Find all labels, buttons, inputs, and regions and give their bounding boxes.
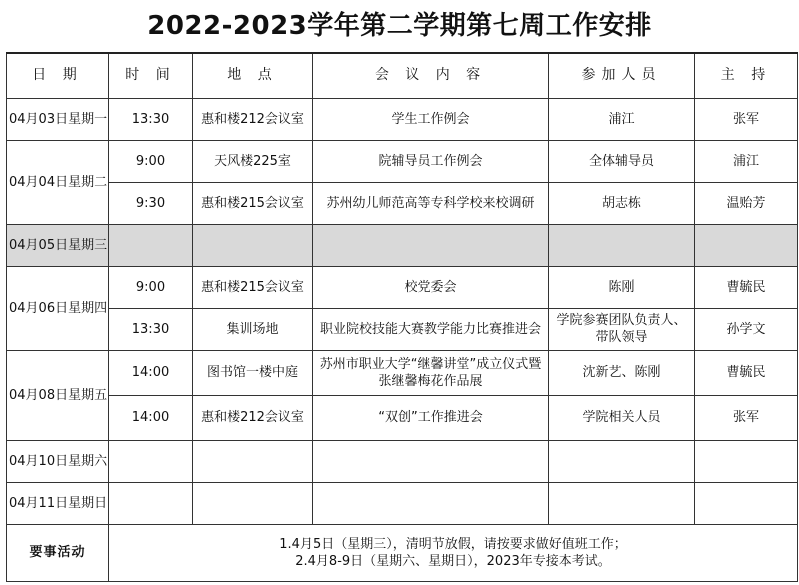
content-cell bbox=[313, 482, 549, 524]
table-header-row bbox=[7, 53, 798, 98]
time-cell: 9:30 bbox=[109, 182, 193, 224]
note-item: 2.4月8-9日（星期六、星期日），2023年专接本考试。 bbox=[295, 553, 611, 569]
date-cell: 04月04日星期二 bbox=[7, 140, 109, 224]
table-row bbox=[7, 308, 798, 350]
host-cell bbox=[695, 440, 798, 482]
host-cell: 张军 bbox=[695, 98, 798, 140]
content-cell bbox=[313, 440, 549, 482]
place-cell bbox=[193, 224, 313, 266]
date-cell: 04月10日星期六 bbox=[7, 440, 109, 482]
header-attendees: 参加人员 bbox=[549, 53, 695, 98]
table-row bbox=[7, 140, 798, 182]
host-cell: 曹毓民 bbox=[695, 350, 798, 395]
table-row bbox=[7, 440, 798, 482]
attendees-cell: 学院参赛团队负责人、带队领导 bbox=[549, 308, 695, 350]
time-cell: 13:30 bbox=[109, 308, 193, 350]
content-cell: 校党委会 bbox=[313, 266, 549, 308]
place-cell: 惠和楼215会议室 bbox=[193, 266, 313, 308]
content-cell: 职业院校技能大赛教学能力比赛推进会 bbox=[313, 308, 549, 350]
time-cell bbox=[109, 482, 193, 524]
date-cell: 04月05日星期三 bbox=[7, 224, 109, 266]
header-time: 时 间 bbox=[109, 53, 193, 98]
table-row bbox=[7, 350, 798, 395]
date-cell: 04月03日星期一 bbox=[7, 98, 109, 140]
table-row bbox=[7, 266, 798, 308]
time-cell bbox=[109, 224, 193, 266]
date-cell: 04月06日星期四 bbox=[7, 266, 109, 350]
attendees-cell bbox=[549, 482, 695, 524]
host-cell: 孙学文 bbox=[695, 308, 798, 350]
host-cell: 曹毓民 bbox=[695, 266, 798, 308]
notes-label: 要事活动 bbox=[7, 524, 109, 581]
time-cell: 9:00 bbox=[109, 266, 193, 308]
content-cell: “双创”工作推进会 bbox=[313, 395, 549, 440]
time-cell bbox=[109, 440, 193, 482]
time-cell: 13:30 bbox=[109, 98, 193, 140]
schedule-table bbox=[6, 52, 798, 582]
attendees-cell: 陈刚 bbox=[549, 266, 695, 308]
attendees-cell: 胡志栋 bbox=[549, 182, 695, 224]
content-cell: 苏州市职业大学“继馨讲堂”成立仪式暨张继馨梅花作品展 bbox=[313, 350, 549, 395]
content-cell: 学生工作例会 bbox=[313, 98, 549, 140]
time-cell: 14:00 bbox=[109, 350, 193, 395]
table-row bbox=[7, 182, 798, 224]
attendees-cell: 学院相关人员 bbox=[549, 395, 695, 440]
place-cell: 惠和楼215会议室 bbox=[193, 182, 313, 224]
host-cell: 张军 bbox=[695, 395, 798, 440]
content-cell: 苏州幼儿师范高等专科学校来校调研 bbox=[313, 182, 549, 224]
date-cell: 04月11日星期日 bbox=[7, 482, 109, 524]
attendees-cell: 沈新艺、陈刚 bbox=[549, 350, 695, 395]
notes-cell bbox=[109, 524, 798, 581]
header-host: 主 持 bbox=[695, 53, 798, 98]
table-row-holiday bbox=[7, 224, 798, 266]
place-cell bbox=[193, 440, 313, 482]
note-item: 1.4月5日（星期三），清明节放假，请按要求做好值班工作； bbox=[279, 536, 627, 552]
date-cell: 04月08日星期五 bbox=[7, 350, 109, 440]
time-cell: 9:00 bbox=[109, 140, 193, 182]
host-cell bbox=[695, 224, 798, 266]
header-place: 地 点 bbox=[193, 53, 313, 98]
place-cell: 图书馆一楼中庭 bbox=[193, 350, 313, 395]
table-row bbox=[7, 395, 798, 440]
table-row bbox=[7, 482, 798, 524]
time-cell: 14:00 bbox=[109, 395, 193, 440]
host-cell: 温贻芳 bbox=[695, 182, 798, 224]
attendees-cell bbox=[549, 224, 695, 266]
place-cell bbox=[193, 482, 313, 524]
notes-row bbox=[7, 524, 798, 581]
place-cell: 天风楼225室 bbox=[193, 140, 313, 182]
page-title: 2022-2023学年第二学期第七周工作安排 bbox=[147, 11, 652, 41]
attendees-cell bbox=[549, 440, 695, 482]
header-content: 会 议 内 容 bbox=[313, 53, 549, 98]
host-cell bbox=[695, 482, 798, 524]
attendees-cell: 浦江 bbox=[549, 98, 695, 140]
place-cell: 惠和楼212会议室 bbox=[193, 98, 313, 140]
table-row bbox=[7, 98, 798, 140]
place-cell: 惠和楼212会议室 bbox=[193, 395, 313, 440]
content-cell bbox=[313, 224, 549, 266]
header-date: 日 期 bbox=[7, 53, 109, 98]
host-cell: 浦江 bbox=[695, 140, 798, 182]
content-cell: 院辅导员工作例会 bbox=[313, 140, 549, 182]
place-cell: 集训场地 bbox=[193, 308, 313, 350]
attendees-cell: 全体辅导员 bbox=[549, 140, 695, 182]
